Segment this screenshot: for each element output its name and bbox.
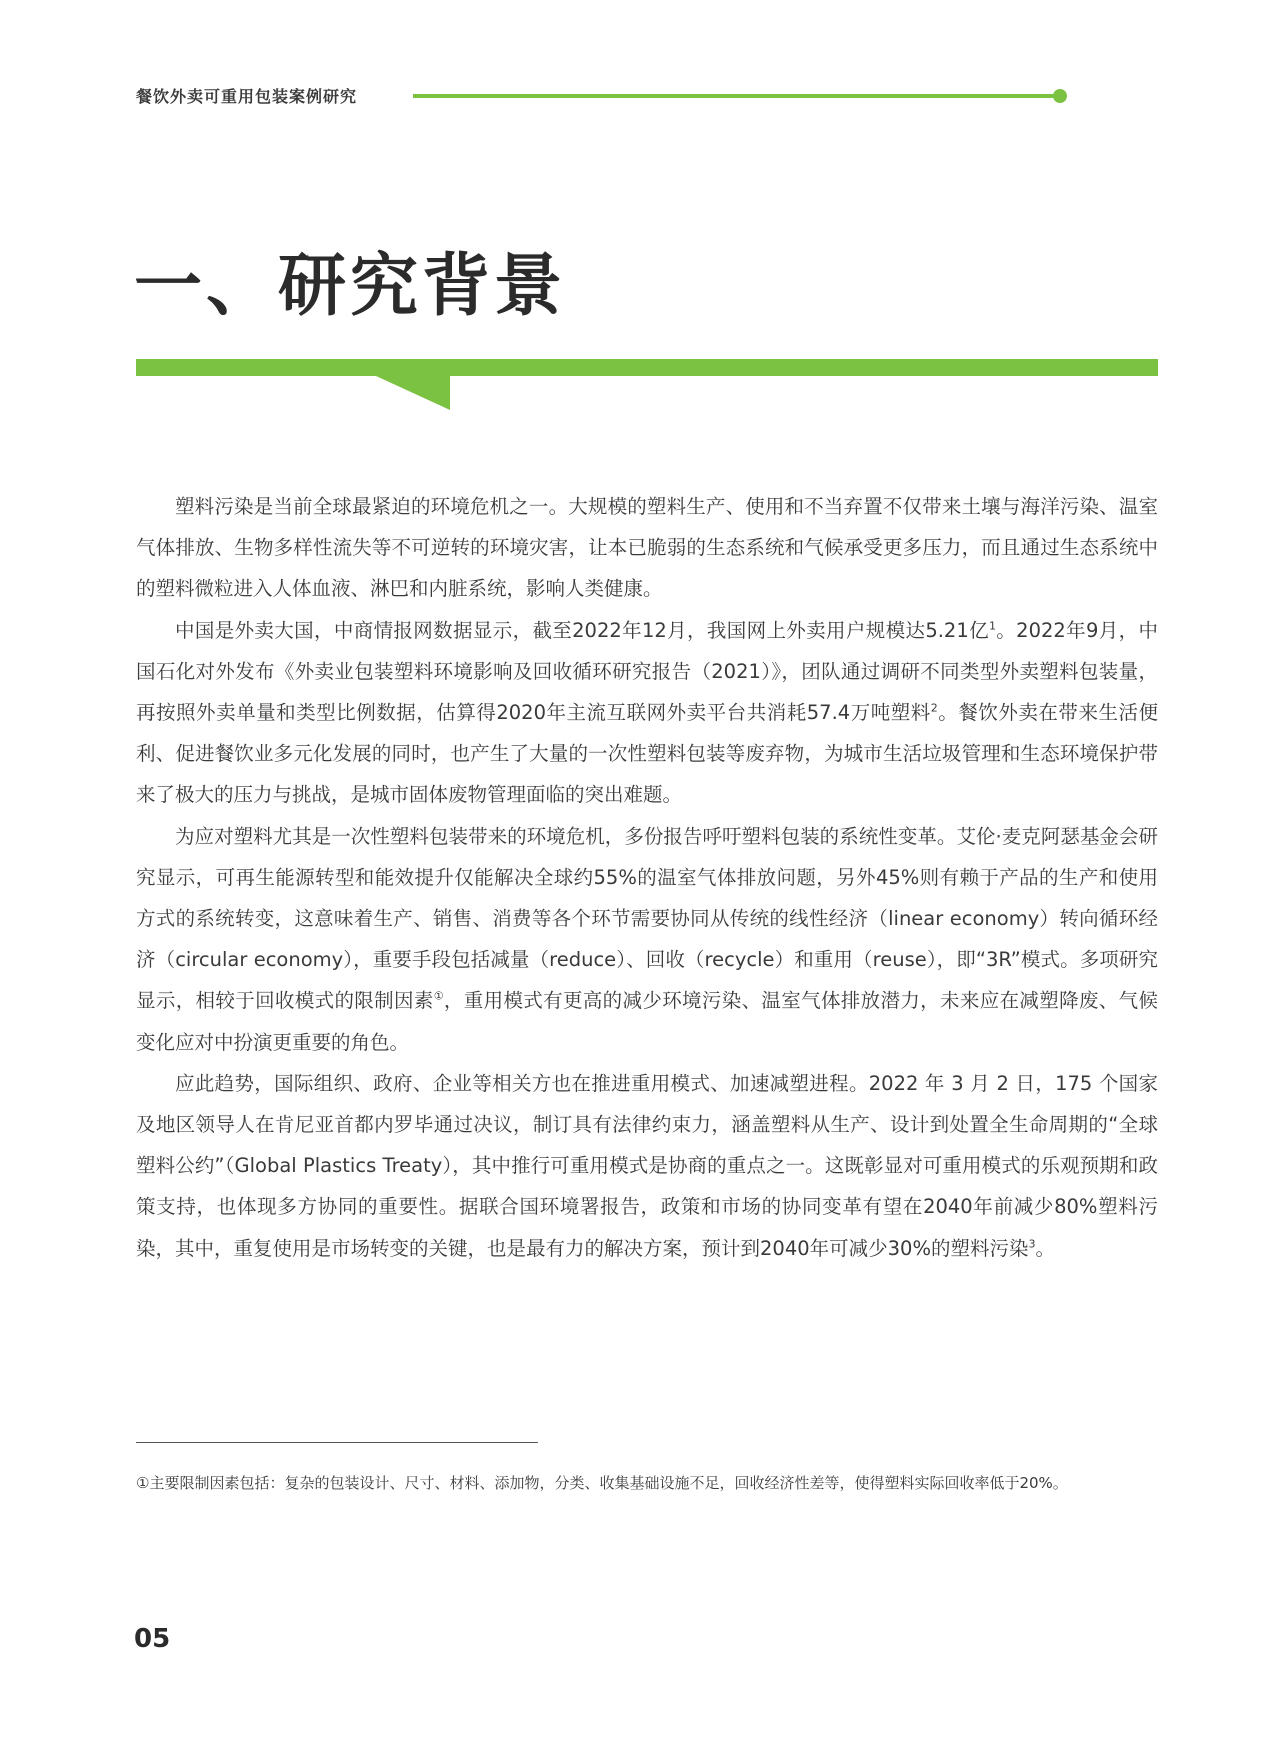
body-text — [136, 486, 1158, 1269]
footnote-ref-1: 1 — [988, 619, 996, 633]
footnote-ref-circle-1: ① — [433, 989, 444, 1003]
paragraph-3 — [136, 816, 1158, 1063]
paragraph-2-part-a: 中国是外卖大国，中商情报网数据显示，截至2022年12月，我国网上外卖用户规模达5.21亿 — [175, 618, 989, 642]
paragraph-2-part-c: 。餐饮外卖在带来生活便利、促进餐饮业多元化发展的同时，也产生了大量的一次性塑料包装等废弃物，为城市生活垃圾管理和生态环境保护带来了极大的压力与挑战，是城市固体废物管理面临的突出难题。 — [136, 701, 1158, 807]
paragraph-2-part-b: 。2022年9月，中国石化对外发布《外卖业包装塑料环境影响及回收循环研究报告（2021）》，团队通过调研不同类型外卖塑料包装量，再按照外卖单量和类型比例数据，估算得2020年主流互联网外卖平台共消耗57.4万吨塑料 — [136, 618, 1158, 725]
footnote-ref-3: 3 — [1028, 1237, 1036, 1251]
paragraph-4-part-b: 。 — [1035, 1236, 1055, 1260]
title-banner-shape — [136, 359, 1158, 410]
paragraph-3-part-a: 为应对塑料尤其是一次性塑料包装带来的环境危机，多份报告呼吁塑料包装的系统性变革。艾伦·麦克阿瑟基金会研究显示，可再生能源转型和能效提升仅能解决全球约55%的温室气体排放问题，另外45%则有赖于产品的生产和使用方式的系统转变，这意味着生产、销售、消费等各个环节需要协同从传统的线性经济（linear economy）转向循环经济（circular economy），重要手段包括减量（reduce）、回收（recycle）和重用（reuse），即“3R”模式。多项研究显示，相较于回收模式的限制因素 — [136, 824, 1158, 1013]
section-title: 一、研究背景 — [134, 247, 567, 326]
paragraph-2 — [136, 610, 1158, 816]
footnote: ①主要限制因素包括：复杂的包装设计、尺寸、材料、添加物，分类、收集基础设施不足，回收经济性差等，使得塑料实际回收率低于20%。 — [136, 1474, 1068, 1492]
footnote-rule — [136, 1442, 538, 1443]
footnote-ref-2: 2 — [930, 701, 938, 715]
paragraph-4-part-a: 应此趋势，国际组织、政府、企业等相关方也在推进重用模式、加速减塑进程。2022 年 3 月 2 日，175 个国家及地区领导人在肯尼亚首都内罗毕通过决议，制订具有法律约束力，涵盖塑料从生产、设计到处置全生命周期的“全球塑料公约”（Global Plastics Treaty），其中推行可重用模式是协商的重点之一。这既彰显对可重用模式的乐观预期和政策支持，也体现多方协同的重要性。据联合国环境署报告，政策和市场的协同变革有望在2040年前减少80%塑料污染，其中，重复使用是市场转变的关键，也是最有力的解决方案，预计到2040年可减少30%的塑料污染 — [136, 1071, 1158, 1260]
paragraph-4 — [136, 1063, 1158, 1269]
paragraph-3-part-b: ，重用模式有更高的减少环境污染、温室气体排放潜力，未来应在减塑降废、气候变化应对中扮演更重要的角色。 — [136, 989, 1158, 1054]
paragraph-1: 塑料污染是当前全球最紧迫的环境危机之一。大规模的塑料生产、使用和不当弃置不仅带来土壤与海洋污染、温室气体排放、生物多样性流失等不可逆转的环境灾害，让本已脆弱的生态系统和气候承受更多压力，而且通过生态系统中的塑料微粒进入人体血液、淋巴和内脏系统，影响人类健康。 — [136, 495, 1158, 601]
running-header: 餐饮外卖可重用包装案例研究 — [136, 87, 358, 106]
title-banner-bar — [0, 0, 1282, 420]
page-number: 05 — [134, 1624, 171, 1654]
